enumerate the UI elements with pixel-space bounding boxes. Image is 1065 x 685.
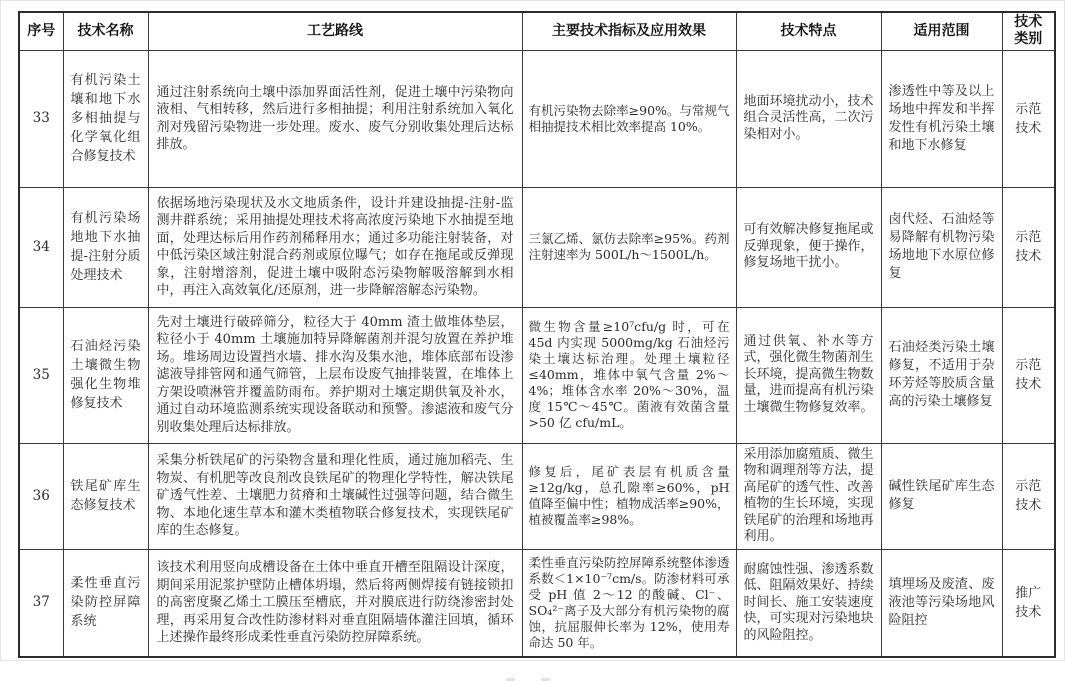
col-header-indicators: 主要技术指标及应用效果: [522, 12, 736, 50]
tech-category: 推广技术: [1002, 549, 1055, 657]
table-row: [19, 443, 1055, 549]
applicable-scope: 渗透性中等及以上场地中挥发和半挥发性有机污染土壤和地下水修复: [881, 50, 1002, 187]
process-route: 通过注射系统向土壤中添加界面活性剂，促进土壤中污染物向液相、气相转移，然后进行多相抽提；利用注射系统加入氧化剂对残留污染物进一步处理。废水、废气分别收集处理后达标排放。: [148, 50, 522, 187]
tech-indicators: 微生物含量≥10⁷cfu/g 时，可在 45d 内实现 5000mg/kg 石油烃污染土壤达标治理。处理土壤粒径≤40mm，堆体中氧气含量 2%～4%；堆体含水率 20%～30%，温度 15℃～45℃。菌液有效菌含量>50 亿 cfu/mL。: [522, 307, 736, 443]
tech-features: 地面环境扰动小，技术组合灵活性高，二次污染相对小。: [736, 50, 881, 187]
tech-name: 有机污染土壤和地下水多相抽提与化学氧化组合修复技术: [63, 50, 148, 187]
page-footer-remnant: [506, 666, 626, 670]
applicable-scope: 碱性铁尾矿库生态修复: [881, 443, 1002, 549]
tech-features: 耐腐蚀性强、渗透系数低、阻隔效果好、持续时间长、施工安装速度快，可实现对污染地块的风险阻控。: [736, 549, 881, 657]
tech-name: 有机污染场地地下水抽提-注射分质处理技术: [63, 187, 148, 307]
tech-name: 石油烃污染土壤微生物强化生物堆修复技术: [63, 307, 148, 443]
table-row: [19, 549, 1055, 657]
tech-indicators: 三氯乙烯、氯仿去除率≥95%。药剂注射速率为 500L/h～1500L/h。: [522, 187, 736, 307]
tech-indicators: 柔性垂直污染防控屏障系统整体渗透系数＜1×10⁻⁷cm/s。防渗材料可承受 pH 值 2～12 的酸碱、Cl⁻、SO₄²⁻离子及大部分有机污染物的腐蚀，抗屈服伸长率为 12%，使用寿命达 50 年。: [522, 549, 736, 657]
tech-name: 柔性垂直污染防控屏障系统: [63, 549, 148, 657]
tech-name: 铁尾矿库生态修复技术: [63, 443, 148, 549]
applicable-scope: 填埋场及废渣、废液池等污染场地风险阻控: [881, 549, 1002, 657]
row-index: 33: [19, 50, 63, 187]
process-route: 先对土壤进行破碎筛分，粒径大于 40mm 渣土做堆体垫层，粒径小于 40mm 土壤施加特异降解菌剂并混匀放置在养护堆场。堆场周边设置挡水墙、排水沟及集水池，堆体底部布设渗滤液导排管网和通气筛管，上层布设废气抽排装置，在堆体上方架设喷淋管并覆盖防雨布。养护期对土壤定期供氧及补水，通过自动环境监测系统实现设备联动和预警。渗滤液和废气分别收集处理后达标排放。: [148, 307, 522, 443]
tech-category: 示范技术: [1002, 187, 1055, 307]
col-header-scope: 适用范围: [881, 12, 1002, 50]
tech-indicators: 有机污染物去除率≥90%。与常规气相抽提技术相比效率提高 10%。: [522, 50, 736, 187]
document-page: [1, 11, 1064, 670]
technology-table: [18, 11, 1056, 658]
tech-category: 示范技术: [1002, 50, 1055, 187]
tech-features: 采用添加腐殖质、微生物和调理剂等方法，提高尾矿的透气性、改善植物的生长环境，实现铁尾矿的治理和场地再利用。: [736, 443, 881, 549]
applicable-scope: 卤代烃、石油烃等易降解有机物污染场地地下水原位修复: [881, 187, 1002, 307]
col-header-category: 技术类别: [1002, 12, 1055, 50]
col-header-process-route: 工艺路线: [148, 12, 522, 50]
table-row: [19, 50, 1055, 187]
col-header-index: 序号: [19, 12, 63, 50]
row-index: 36: [19, 443, 63, 549]
process-route: 该技术利用竖向成槽设备在土体中垂直开槽至阻隔设计深度，期间采用泥浆护壁防止槽体坍塌，然后将两侧焊接有链接锁扣的高密度聚乙烯土工膜压至槽底，并对膜底进行防绕渗密封处理，再采用复合改性防渗材料对垂直阻隔墙体灌注回填，循环上述操作最终形成柔性垂直污染防控屏障系统。: [148, 549, 522, 657]
table-row: [19, 307, 1055, 443]
header-row: [19, 12, 1055, 50]
process-route: 采集分析铁尾矿的污染物含量和理化性质，通过施加稻壳、生物炭、有机肥等改良剂改良铁尾矿的物理化学特性，解决铁尾矿透气性差、土壤肥力贫瘠和土壤碱性过强等问题，结合微生物、本地化速生草本和灌木类植物联合修复技术，实现铁尾矿库的生态修复。: [148, 443, 522, 549]
col-header-features: 技术特点: [736, 12, 881, 50]
col-header-tech-name: 技术名称: [63, 12, 148, 50]
applicable-scope: 石油烃类污染土壤修复，不适用于杂环芳烃等胶质含量高的污染土壤修复: [881, 307, 1002, 443]
row-index: 37: [19, 549, 63, 657]
table-row: [19, 187, 1055, 307]
row-index: 35: [19, 307, 63, 443]
tech-category: 示范技术: [1002, 307, 1055, 443]
tech-features: 可有效解决修复拖尾或反弹现象，便于操作，修复场地干扰小。: [736, 187, 881, 307]
tech-indicators: 修复后，尾矿表层有机质含量≥12g/kg，总孔隙率≥60%，pH 值降至偏中性；植物成活率≥90%，植被覆盖率≥98%。: [522, 443, 736, 549]
row-index: 34: [19, 187, 63, 307]
process-route: 依据场地污染现状及水文地质条件，设计并建设抽提-注射-监测井群系统；采用抽提处理技术将高浓度污染地下水抽提至地面，处理达标后用作药剂稀释用水；通过多功能注射装备，对中低污染区域注射混合药剂或原位曝气；如存在拖尾或反弹现象，注射增溶剂，促进土壤中吸附态污染物解吸溶解到水相中，再注入高效氧化/还原剂，进一步降解溶解态污染物。: [148, 187, 522, 307]
tech-category: 示范技术: [1002, 443, 1055, 549]
tech-features: 通过供氧、补水等方式，强化微生物菌剂生长环境，提高微生物数量，进而提高有机污染土壤微生物修复效率。: [736, 307, 881, 443]
